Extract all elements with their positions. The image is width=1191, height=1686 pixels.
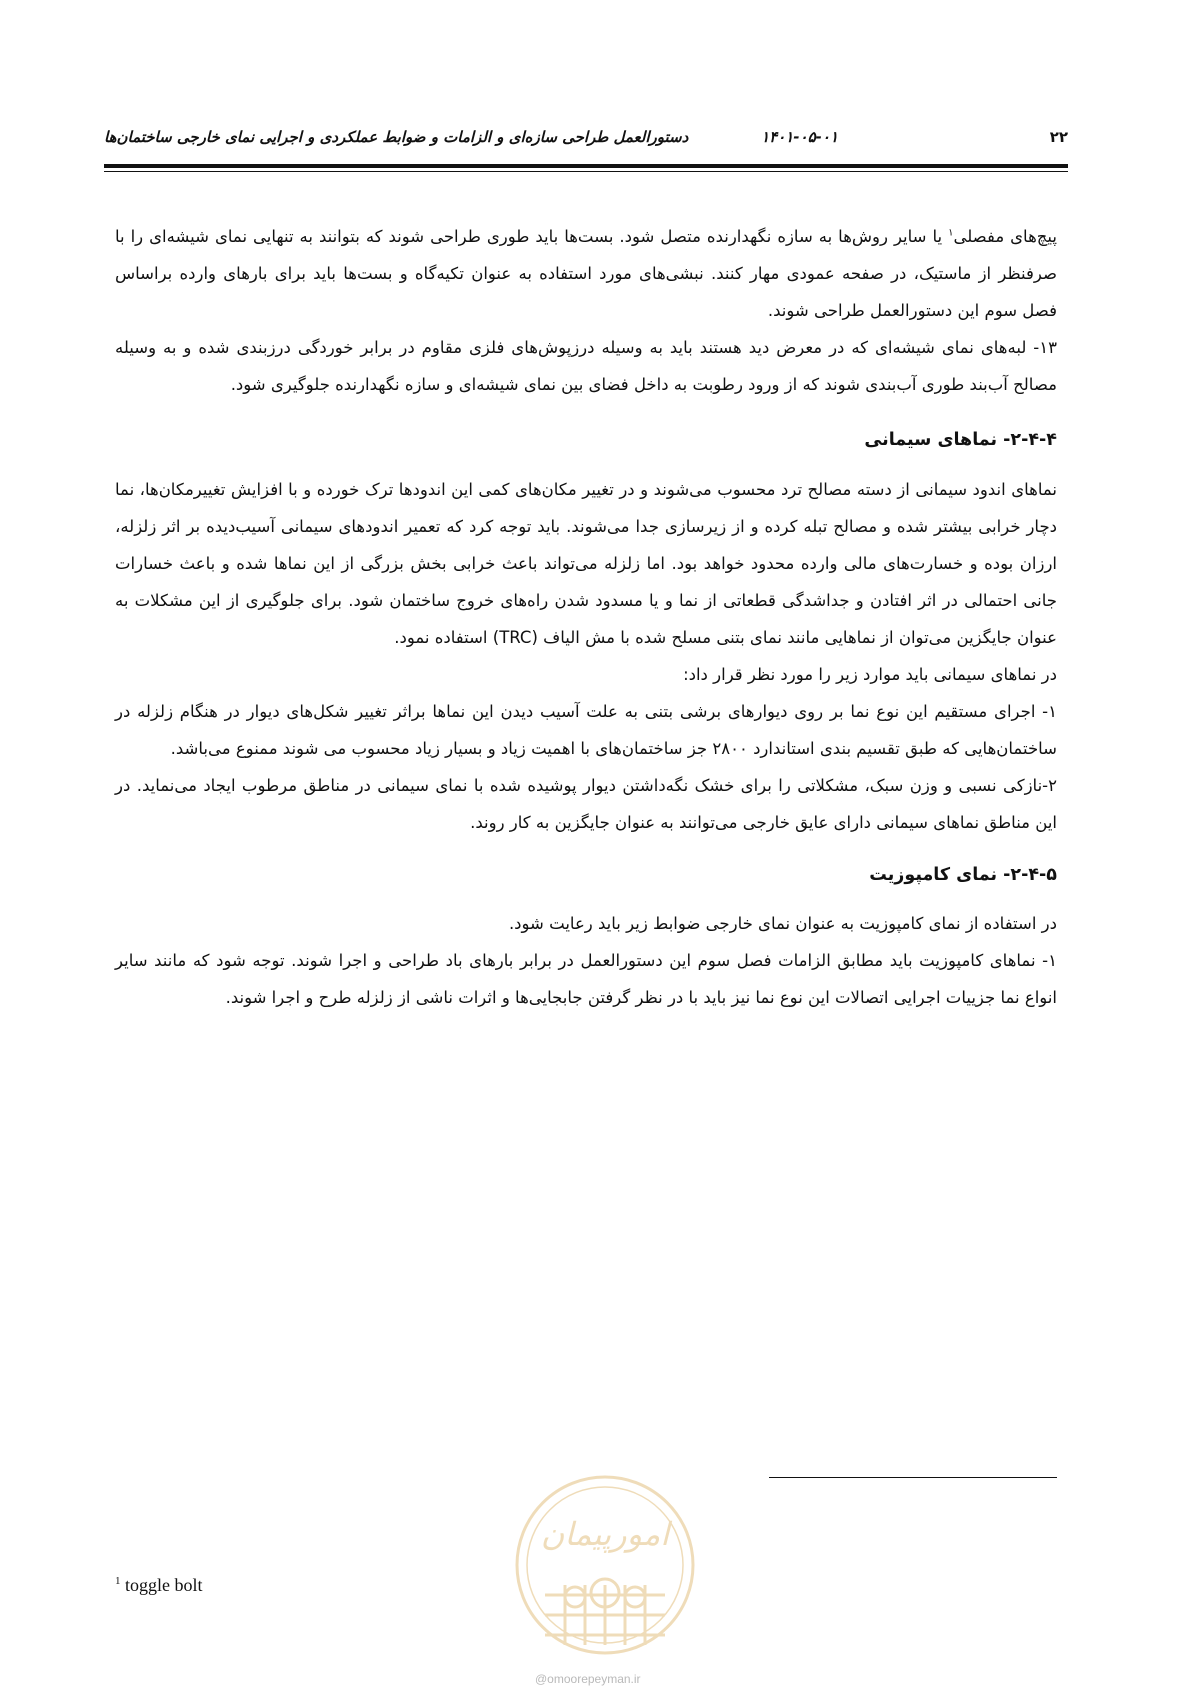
footnote-mark: 1 <box>115 1575 121 1587</box>
header-rule-thin <box>104 171 1068 172</box>
page-header <box>104 128 1068 152</box>
footnote-separator <box>769 1477 1057 1478</box>
paragraph: در استفاده از نمای کامپوزیت به عنوان نمای خارجی ضوابط زیر باید رعایت شود. <box>508 914 1057 933</box>
document-title: دستورالعمل طراحی سازه‌ای و الزامات و ضوابط عملکردی و اجرایی نمای خارجی ساختمان‌ها <box>104 128 689 146</box>
footnote-reference[interactable]: ۱ <box>948 227 954 239</box>
watermark-logo-text: امورپیمان <box>540 1515 670 1553</box>
watermark-url: @omoorepeyman.ir <box>535 1672 641 1686</box>
footnote <box>115 1575 203 1596</box>
paragraph: در نماهای سیمانی باید موارد زیر را مورد نظر قرار داد: <box>683 665 1057 684</box>
document-date: ۱۴۰۱-۰۵-۰۱ <box>761 128 838 146</box>
header-rule-thick <box>104 164 1068 168</box>
page-number: ۲۲ <box>1049 128 1068 146</box>
footnote-text: toggle bolt <box>120 1575 203 1595</box>
list-item: ۱- اجرای مستقیم این نوع نما بر روی دیوارهای برشی بتنی به علت آسیب دیدن این نماها براثر تغییر شکل‌های دیوار در هنگام زلزله در ساختمان‌هایی که طبق تقسیم بندی استاندارد ۲۸۰۰ جز ساختمان‌های با اهمیت زیاد و بسیار زیاد محسوب می شوند ممنوع می‌باشد. <box>115 702 1057 758</box>
omoorepeyman-seal-icon <box>505 1465 705 1665</box>
paragraph: پیچ‌های مفصلی$^۱$ یا سایر روش‌ها به سازه نگهدارنده متصل شود. بست‌ها باید طوری طراحی شوند که بتوانند به تنهایی نمای شیشه‌ای را با صرفنظر از ماستیک، در صفحه عمودی مهار کنند. نبشی‌های مورد استفاده به عنوان تکیه‌گاه و بست‌ها باید برای بارهای وارده براساس فصل سوم این دستورالعمل طراحی شوند. <box>115 227 1058 320</box>
section-heading: ۲-۴-۵- نمای کامپوزیت <box>869 865 1057 885</box>
list-item: ۲-نازکی نسبی و وزن سبک، مشکلاتی را برای خشک نگه‌داشتن دیوار پوشیده شده با نمای سیمانی در مناطق مرطوب ایجاد می‌نماید. در این مناطق نماهای سیمانی دارای عایق خارجی می‌توانند به عنوان جایگزین به کار روند. <box>115 776 1057 832</box>
section-heading: ۲-۴-۴- نماهای سیمانی <box>864 430 1057 450</box>
paragraph: ۱۳- لبه‌های نمای شیشه‌ای که در معرض دید هستند باید به وسیله درزپوش‌های فلزی مقاوم در برابر خوردگی درزبندی شده و به وسیله مصالح آب‌بند طوری آب‌بندی شوند که از ورود رطوبت به داخل فضای بین نمای شیشه‌ای و سازه نگهدارنده جلوگیری شود. <box>115 338 1057 394</box>
paragraph: نماهای اندود سیمانی از دسته مصالح ترد محسوب می‌شوند و در تغییر مکان‌های کمی این اندودها ترک خورده و با افزایش تغییرمکان‌ها، نما دچار خرابی بیشتر شده و مصالح تبله کرده و از زیرسازی جدا می‌شوند. باید توجه کرد که تعمیر اندودهای سیمانی آسیب‌دیده بر اثر زلزله، ارزان بوده و خسارت‌های مالی وارده محدود خواهد بود. اما زلزله می‌تواند باعث خرابی بخش بزرگی از این نماها شده و باعث خسارات جانی احتمالی در اثر افتادن و جداشدگی قطعاتی از نما و یا مسدود شدن راه‌های خروج ساختمان شود. برای جلوگیری از این مشکلات به عنوان جایگزین می‌توان از نماهایی مانند نمای بتنی مسلح شده با مش الیاف (TRC) استفاده نمود. <box>115 480 1057 647</box>
main-content <box>115 218 1057 1016</box>
list-item: ۱- نماهای کامپوزیت باید مطابق الزامات فصل سوم این دستورالعمل در برابر بارهای باد طراحی و اجرا شوند. توجه شود که مانند سایر انواع نما جزییات اجرایی اتصالات این نوع نما نیز باید با در نظر گرفتن جابجایی‌ها و اثرات ناشی از زلزله طرح و اجرا شوند. <box>115 951 1057 1007</box>
